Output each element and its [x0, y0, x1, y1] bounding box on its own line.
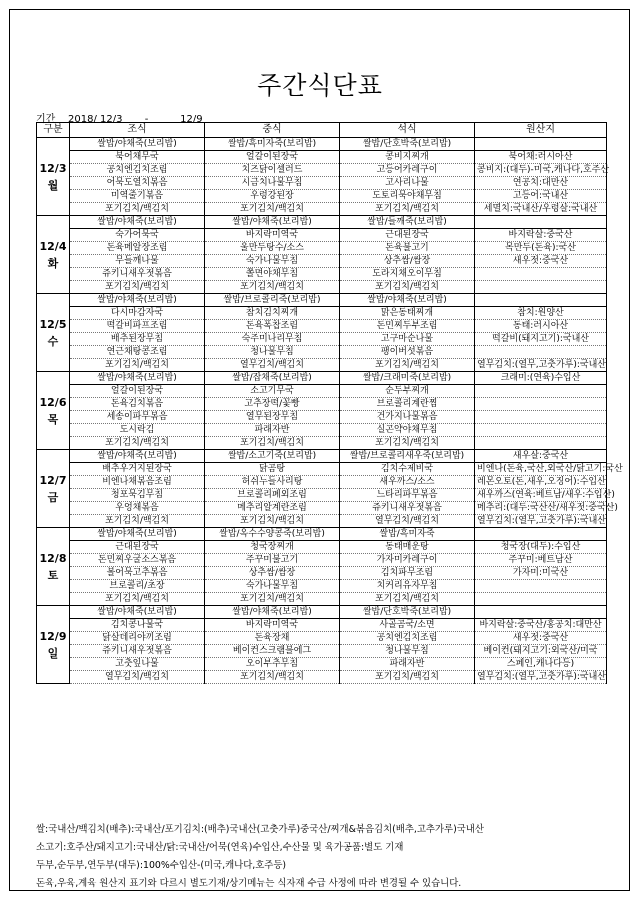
cell-origin: 스페인,캐나다등) — [475, 658, 607, 671]
cell-breakfast: 배추우거지된장국 — [70, 463, 205, 476]
menu-row — [37, 372, 607, 385]
cell-origin — [475, 385, 607, 398]
menu-row — [37, 606, 607, 619]
cell-breakfast: 열무김치/백김치 — [70, 671, 205, 684]
cell-breakfast: 포기김치/백김치 — [70, 593, 205, 606]
day-cell — [37, 216, 70, 294]
menu-row — [37, 515, 607, 528]
header-breakfast: 조식 — [70, 123, 205, 138]
cell-breakfast: 볼어묵고추볶음 — [70, 567, 205, 580]
cell-origin: 새우젓:중국산 — [475, 255, 607, 268]
cell-lunch: 허쉬누들사리탕 — [205, 476, 340, 489]
page-title: 주간식단표 — [257, 71, 383, 100]
cell-dinner: 치커리유자무침 — [340, 580, 475, 593]
cell-breakfast: 쌀밥/야채죽(보리밥) — [70, 528, 205, 541]
cell-breakfast: 포기김치/백김치 — [70, 359, 205, 372]
cell-lunch: 닭곰탕 — [205, 463, 340, 476]
cell-breakfast: 도시락김 — [70, 424, 205, 437]
cell-breakfast: 연근채탕콩조림 — [70, 346, 205, 359]
cell-lunch: 포기김치/백김치 — [205, 671, 340, 684]
cell-breakfast: 닭살데리야끼조림 — [70, 632, 205, 645]
day-weekday: 월 — [47, 178, 59, 192]
day-weekday: 수 — [47, 334, 59, 348]
note-line: 소고기:호주산/돼지고기:국내산/닭:국내산/어묵(연육)수입산,수산물 및 육가공품:별도 기재 — [36, 842, 404, 853]
cell-dinner: 쌀밥/단호박죽(보리밥) — [340, 606, 475, 619]
cell-origin: 새우살:중국산 — [475, 450, 607, 463]
cell-origin: 가자미:미국산 — [475, 567, 607, 580]
day-cell — [37, 138, 70, 216]
day-date: 12/9 — [39, 629, 67, 643]
cell-breakfast: 세송이파무볶음 — [70, 411, 205, 424]
menu-row — [37, 242, 607, 255]
cell-dinner: 포기김치/백김치 — [340, 281, 475, 294]
notes — [36, 821, 611, 893]
menu-row — [37, 450, 607, 463]
cell-dinner: 포기김치/백김치 — [340, 203, 475, 216]
menu-row — [37, 346, 607, 359]
cell-dinner: 가자미카레구이 — [340, 554, 475, 567]
cell-breakfast: 쌀밥/야채죽(보리밥) — [70, 138, 205, 151]
cell-dinner: 사골곰국/소면 — [340, 619, 475, 632]
cell-lunch: 쌀밥/옥수수양콩죽(보리밥) — [205, 528, 340, 541]
menu-row — [37, 138, 607, 151]
cell-origin — [475, 424, 607, 437]
cell-origin: 메추리:(대두:국산산/새우젓:중국산) — [475, 502, 607, 515]
day-weekday: 목 — [47, 412, 59, 426]
cell-dinner: 새우까스/소스 — [340, 476, 475, 489]
cell-breakfast: 포기김치/백김치 — [70, 203, 205, 216]
cell-lunch: 숙가나물무침 — [205, 255, 340, 268]
weekly-menu-table — [36, 122, 623, 684]
cell-origin: 베이컨(돼지고기:외국산/미국 — [475, 645, 607, 658]
cell-origin: 비엔나(돈육,국산,외국산/닭고기:국산 — [475, 463, 607, 476]
cell-dinner: 열무김치/백김치 — [340, 515, 475, 528]
cell-dinner: 포기김치/백김치 — [340, 437, 475, 450]
menu-row — [37, 307, 607, 320]
menu-row — [37, 437, 607, 450]
day-cell — [37, 528, 70, 606]
menu-row — [37, 476, 607, 489]
cell-lunch: 베이컨스크램블에그 — [205, 645, 340, 658]
menu-row — [37, 580, 607, 593]
day-cell — [37, 294, 70, 372]
cell-dinner: 쌀밥/들깨죽(보리밥) — [340, 216, 475, 229]
menu-row — [37, 632, 607, 645]
cell-breakfast: 고춧잎나물 — [70, 658, 205, 671]
day-cell — [37, 450, 70, 528]
cell-origin: 동태:러시아산 — [475, 320, 607, 333]
cell-dinner: 파래자반 — [340, 658, 475, 671]
menu-row — [37, 424, 607, 437]
cell-dinner: 쌀밥/브로콜리새우죽(보리밥) — [340, 450, 475, 463]
cell-origin — [475, 606, 607, 619]
cell-lunch: 포기김치/백김치 — [205, 593, 340, 606]
cell-origin: 레몬오토(돈,새우,오징어):수입산 — [475, 476, 607, 489]
cell-dinner: 콩비지찌개 — [340, 151, 475, 164]
cell-dinner: 포기김치/백김치 — [340, 359, 475, 372]
cell-lunch: 쌀밥/소고기죽(보리밥) — [205, 450, 340, 463]
menu-row — [37, 645, 607, 658]
cell-breakfast: 쥬키니새우젓볶음 — [70, 268, 205, 281]
day-date: 12/4 — [39, 239, 67, 253]
cell-lunch: 시금치나물무침 — [205, 177, 340, 190]
cell-dinner: 맑은동태찌개 — [340, 307, 475, 320]
day-date: 12/5 — [39, 317, 67, 331]
menu-row — [37, 216, 607, 229]
cell-breakfast: 숙가어묵국 — [70, 229, 205, 242]
cell-dinner: 돈민찌두부조림 — [340, 320, 475, 333]
cell-breakfast: 북어채무국 — [70, 151, 205, 164]
cell-origin: 연공치:대만산 — [475, 177, 607, 190]
period-end: 12/9 — [180, 114, 203, 125]
cell-dinner: 고사리나물 — [340, 177, 475, 190]
cell-dinner: 순두부찌개 — [340, 385, 475, 398]
cell-dinner: 고등어카레구이 — [340, 164, 475, 177]
menu-row — [37, 151, 607, 164]
cell-lunch: 포기김치/백김치 — [205, 203, 340, 216]
menu-row — [37, 541, 607, 554]
cell-dinner: 김치수제비국 — [340, 463, 475, 476]
cell-lunch: 소고기무국 — [205, 385, 340, 398]
menu-row — [37, 268, 607, 281]
cell-origin — [475, 398, 607, 411]
note-line: 돈육,우육,계육 원산지 표기와 다르시 별도기재/상기메뉴는 식자재 수급 사정에 따라 변경될 수 있습니다. — [36, 878, 462, 889]
cell-origin: 열무김치:(열무,고춧가루):국내산 — [475, 515, 607, 528]
note-line: 쌀:국내산/백김치(배추):국내산/포기김치:(배추)국내산(고춧가루)중국산/찌개&볶음김치(배추,고추가루)국내산 — [36, 824, 484, 835]
menu-row — [37, 671, 607, 684]
cell-lunch: 포기김치/백김치 — [205, 515, 340, 528]
cell-lunch: 치즈닭이셀러드 — [205, 164, 340, 177]
cell-breakfast: 돈육김치볶음 — [70, 398, 205, 411]
cell-breakfast: 김치콩나물국 — [70, 619, 205, 632]
menu-row — [37, 320, 607, 333]
cell-origin — [475, 593, 607, 606]
cell-lunch: 바지락미역국 — [205, 229, 340, 242]
cell-breakfast: 근대된장국 — [70, 541, 205, 554]
cell-lunch: 숙가나물무침 — [205, 580, 340, 593]
day-date: 12/8 — [39, 551, 67, 565]
cell-origin: 새우젓:중국산 — [475, 632, 607, 645]
cell-dinner: 도토리묵야채무침 — [340, 190, 475, 203]
day-date: 12/3 — [39, 161, 67, 175]
cell-dinner: 포기김치/백김치 — [340, 671, 475, 684]
cell-breakfast: 무들깨나물 — [70, 255, 205, 268]
cell-origin: 새우까스(연육:베트남/새우:수입산) — [475, 489, 607, 502]
cell-lunch: 울만두탕수/소스 — [205, 242, 340, 255]
cell-dinner: 쌀밥/단호박죽(보리밥) — [340, 138, 475, 151]
cell-lunch: 쌀밥/흑미자죽(보리밥) — [205, 138, 340, 151]
cell-lunch: 우렁강된장 — [205, 190, 340, 203]
cell-breakfast: 쌀밥/야채죽(보리밥) — [70, 450, 205, 463]
cell-origin: 주꾸미:베트남산 — [475, 554, 607, 567]
cell-breakfast: 공치엔김치조림 — [70, 164, 205, 177]
cell-origin: 열무김치:(열무,고춧가루):국내산 — [475, 671, 607, 684]
cell-breakfast: 청포묵김무침 — [70, 489, 205, 502]
day-cell — [37, 606, 70, 684]
menu-row — [37, 385, 607, 398]
cell-dinner: 쌀밥/크래미죽(보리밥) — [340, 372, 475, 385]
day-weekday: 금 — [47, 490, 59, 504]
cell-origin — [475, 268, 607, 281]
header-lunch: 중식 — [205, 123, 340, 138]
cell-lunch: 열무김치/백김치 — [205, 359, 340, 372]
cell-breakfast: 포기김치/백김치 — [70, 281, 205, 294]
cell-dinner: 상추쌈/쌈장 — [340, 255, 475, 268]
cell-breakfast: 돈육메알장조림 — [70, 242, 205, 255]
cell-origin: 북어채:러시아산 — [475, 151, 607, 164]
cell-breakfast: 포기김치/백김치 — [70, 437, 205, 450]
menu-row — [37, 203, 607, 216]
cell-breakfast: 쌀밥/야채죽(보리밥) — [70, 216, 205, 229]
menu-row — [37, 333, 607, 346]
cell-origin: 크래미:(연육)수입산 — [475, 372, 607, 385]
menu-row — [37, 398, 607, 411]
menu-body — [37, 138, 623, 684]
menu-row — [37, 294, 607, 307]
menu-row — [37, 658, 607, 671]
cell-origin — [475, 216, 607, 229]
cell-origin: 목만두(돈육):국산 — [475, 242, 607, 255]
cell-lunch: 상추쌈/쌈장 — [205, 567, 340, 580]
cell-lunch: 돈육장채 — [205, 632, 340, 645]
cell-breakfast: 돈민찌우굴소스볶음 — [70, 554, 205, 567]
cell-dinner: 쌀밥/야채죽(보리밥) — [340, 294, 475, 307]
cell-origin: 떡갈비(돼지고기):국내산 — [475, 333, 607, 346]
period-dash: - — [144, 114, 149, 125]
cell-lunch: 쫄면야채무침 — [205, 268, 340, 281]
day-weekday: 토 — [47, 568, 59, 582]
cell-lunch: 열무된장무침 — [205, 411, 340, 424]
menu-row — [37, 281, 607, 294]
cell-lunch: 포기김치/백김치 — [205, 437, 340, 450]
cell-lunch: 쌀밥/잡채죽(보리밥) — [205, 372, 340, 385]
menu-row — [37, 489, 607, 502]
header-row — [37, 123, 607, 138]
cell-dinner: 돈육불고기 — [340, 242, 475, 255]
cell-lunch: 쌀밥/야채죽(보리밥) — [205, 606, 340, 619]
cell-dinner: 청나물무침 — [340, 645, 475, 658]
cell-breakfast: 배추된장무침 — [70, 333, 205, 346]
cell-lunch: 바지락미역국 — [205, 619, 340, 632]
cell-breakfast: 쌀밥/야채죽(보리밥) — [70, 294, 205, 307]
cell-origin — [475, 294, 607, 307]
day-weekday: 화 — [47, 256, 59, 270]
cell-lunch: 고추장떡/꽃빵 — [205, 398, 340, 411]
cell-lunch: 청국장찌개 — [205, 541, 340, 554]
cell-lunch: 오이부추무침 — [205, 658, 340, 671]
menu-row — [37, 164, 607, 177]
cell-dinner: 쥬키니새우젓볶음 — [340, 502, 475, 515]
cell-origin — [475, 138, 607, 151]
cell-origin: 고등어:국내산 — [475, 190, 607, 203]
cell-dinner: 실곤약야채무침 — [340, 424, 475, 437]
header-origin: 원산지 — [475, 123, 607, 138]
note-line: 두부,순두부,연두부(대두):100%수입산-(미국,캐나다,호주등) — [36, 860, 287, 871]
menu-row — [37, 463, 607, 476]
cell-lunch: 브로콜리폐외조림 — [205, 489, 340, 502]
cell-lunch: 청나물무침 — [205, 346, 340, 359]
cell-dinner: 김치파무조림 — [340, 567, 475, 580]
header-dinner: 석식 — [340, 123, 475, 138]
cell-origin — [475, 346, 607, 359]
cell-origin: 참치:원양산 — [475, 307, 607, 320]
cell-origin — [475, 411, 607, 424]
menu-row — [37, 567, 607, 580]
cell-lunch: 주꾸미불고기 — [205, 554, 340, 567]
cell-lunch: 포기김치/백김치 — [205, 281, 340, 294]
cell-dinner: 브로콜리계란찜 — [340, 398, 475, 411]
cell-dinner: 쌀밥/흑미자죽 — [340, 528, 475, 541]
cell-breakfast: 다시마감자국 — [70, 307, 205, 320]
cell-breakfast: 얼갈이된장국 — [70, 385, 205, 398]
cell-origin: 콩비지:(대두)-미국,캐나다,호주산 — [475, 164, 607, 177]
cell-lunch: 숙주미나리무침 — [205, 333, 340, 346]
cell-lunch: 얼갈이된장국 — [205, 151, 340, 164]
day-date: 12/7 — [39, 473, 67, 487]
period-start: 2018/ 12/3 — [68, 114, 123, 125]
cell-lunch: 파래자반 — [205, 424, 340, 437]
menu-row — [37, 528, 607, 541]
cell-lunch: 쌀밥/야채죽(보리밥) — [205, 216, 340, 229]
header-category: 구분 — [37, 123, 70, 138]
cell-breakfast: 어묵도열치볶음 — [70, 177, 205, 190]
cell-breakfast: 쌀밥/야채죽(보리밥) — [70, 372, 205, 385]
cell-origin: 청국장(대두):수입산 — [475, 541, 607, 554]
cell-dinner: 포기김치/백김치 — [340, 593, 475, 606]
cell-origin: 열무김치:(열무,고춧가루):국내산 — [475, 359, 607, 372]
menu-row — [37, 255, 607, 268]
cell-breakfast: 쌀밥/야채죽(보리밥) — [70, 606, 205, 619]
menu-row — [37, 190, 607, 203]
menu-row — [37, 177, 607, 190]
cell-dinner: 근대된장국 — [340, 229, 475, 242]
menu-row — [37, 411, 607, 424]
cell-origin: 세멸치:국내산/우렁살:국내산 — [475, 203, 607, 216]
cell-dinner: 도라지채오이무침 — [340, 268, 475, 281]
cell-lunch: 참치김치찌개 — [205, 307, 340, 320]
menu-row — [37, 359, 607, 372]
cell-breakfast: 포기김치/백김치 — [70, 515, 205, 528]
menu-row — [37, 554, 607, 567]
cell-lunch: 메추리알계란조림 — [205, 502, 340, 515]
period-label: 기간 — [36, 114, 56, 125]
menu-row — [37, 229, 607, 242]
cell-breakfast: 우엉채볶음 — [70, 502, 205, 515]
cell-dinner: 동태매운탕 — [340, 541, 475, 554]
cell-breakfast: 브로콜리/초장 — [70, 580, 205, 593]
cell-origin — [475, 281, 607, 294]
day-cell — [37, 372, 70, 450]
cell-origin: 바지락살:중국산/홍공치:대만산 — [475, 619, 607, 632]
menu-row — [37, 593, 607, 606]
menu-row — [37, 619, 607, 632]
menu-row — [37, 502, 607, 515]
cell-origin — [475, 437, 607, 450]
cell-dinner: 건가지나물볶음 — [340, 411, 475, 424]
cell-lunch: 돈육폭찹조림 — [205, 320, 340, 333]
cell-origin: 바지락살:중국산 — [475, 229, 607, 242]
cell-dinner: 팽이버섯볶음 — [340, 346, 475, 359]
cell-dinner: 공치엔김치조림 — [340, 632, 475, 645]
cell-origin — [475, 528, 607, 541]
cell-dinner: 느타리파무볶음 — [340, 489, 475, 502]
cell-breakfast: 떡갈비파프조림 — [70, 320, 205, 333]
cell-breakfast: 미역줄기볶음 — [70, 190, 205, 203]
cell-lunch: 쌀밥/브로콜리죽(보리밥) — [205, 294, 340, 307]
day-date: 12/6 — [39, 395, 67, 409]
day-weekday: 일 — [47, 646, 59, 660]
cell-origin — [475, 580, 607, 593]
cell-dinner: 고구마순나물 — [340, 333, 475, 346]
cell-breakfast: 쥬키니새우젓볶음 — [70, 645, 205, 658]
cell-breakfast: 비엔나채볶음조림 — [70, 476, 205, 489]
